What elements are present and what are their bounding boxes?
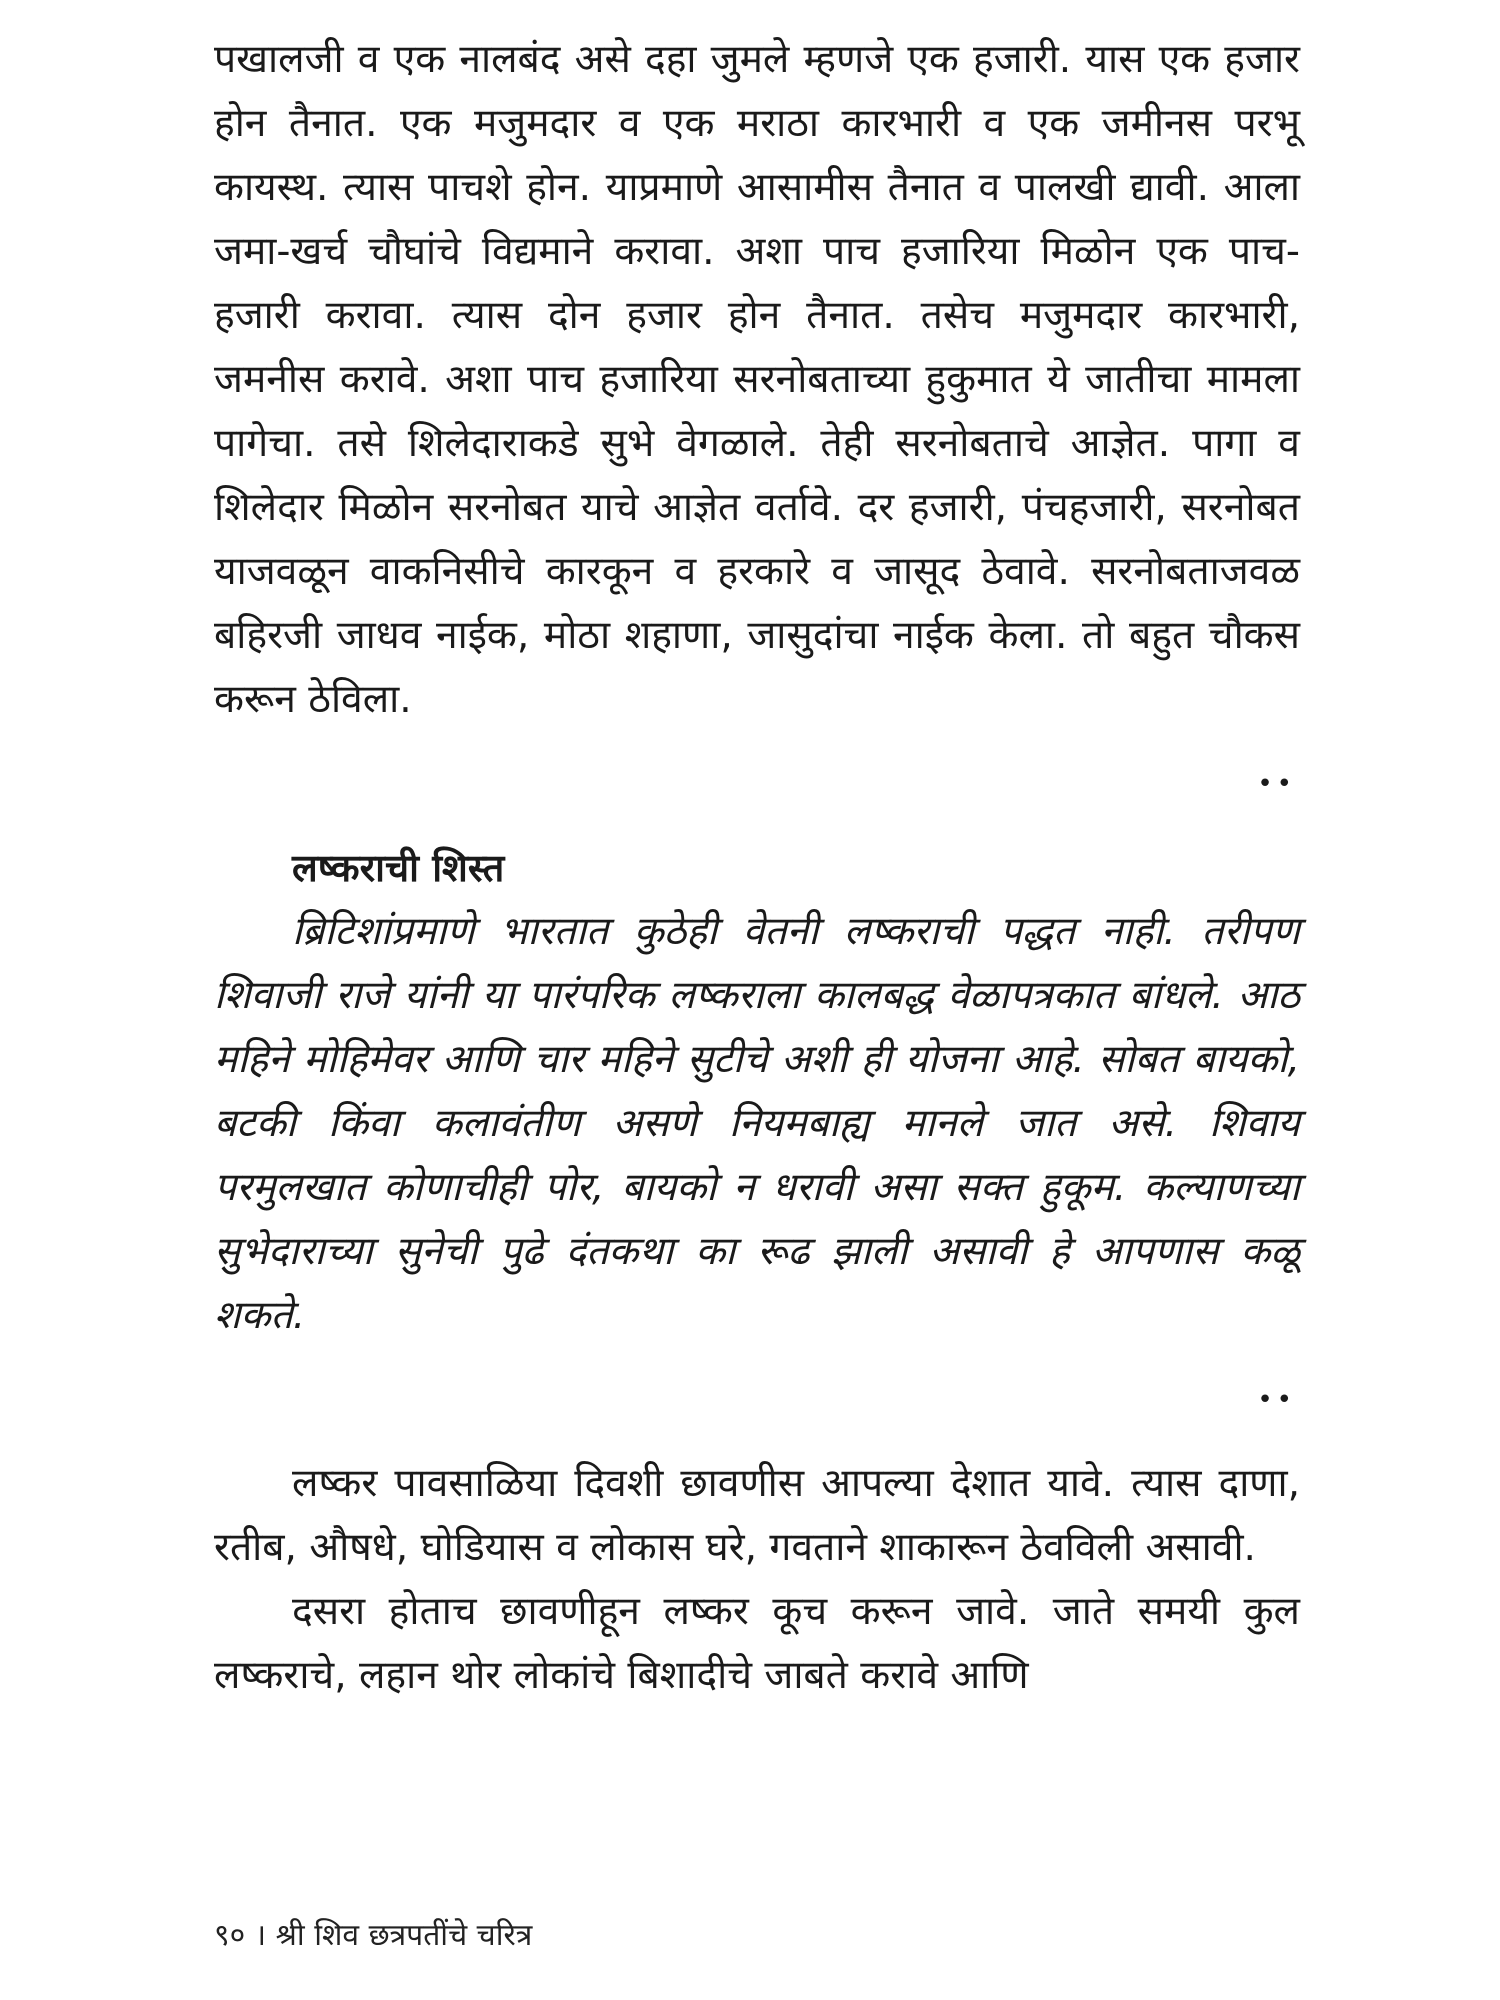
page-content — [214, 28, 1300, 1708]
page-footer: ९० । श्री शिव छत्रपतींचे चरित्र — [214, 1918, 533, 1953]
section-separator-1: •• — [1257, 769, 1296, 799]
section-heading: लष्कराची शिस्त — [292, 846, 505, 890]
paragraph-1: पखालजी व एक नालबंद असे दहा जुमले म्हणजे एक हजारी. यास एक हजार होन तैनात. एक मजुमदार व एक मराठा कारभारी व एक जमीनस परभू कायस्थ. त्यास पाचशे होन. याप्रमाणे आसामीस तैनात व पालखी द्यावी. आला जमा-खर्च चौघांचे विद्यमाने करावा. अशा पाच हजारिया मिळोन एक पाच-हजारी करावा. त्यास दोन हजार होन तैनात. तसेच मजुमदार कारभारी, जमनीस करावे. अशा पाच हजारिया सरनोबताच्या हुकुमात ये जातीचा मामला पागेचा. तसे शिलेदाराकडे सुभे वेगळाले. तेही सरनोबताचे आज्ञेत. पागा व शिलेदार मिळोन सरनोबत याचे आज्ञेत वर्तावे. दर हजारी, पंचहजारी, सरनोबत याजवळून वाकनिसीचे कारकून व हरकारे व जासूद ठेवावे. सरनोबताजवळ बहिरजी जाधव नाईक, मोठा शहाणा, जासुदांचा नाईक केला. तो बहुत चौकस करून ठेविला. — [214, 37, 1300, 722]
paragraph-3: लष्कर पावसाळिया दिवशी छावणीस आपल्या देशात यावे. त्यास दाणा, रतीब, औषधे, घोडियास व लोकास घरे, गवताने शाकारून ठेवविली असावी. — [214, 1461, 1300, 1570]
paragraph-4: दसरा होताच छावणीहून लष्कर कूच करून जावे. जाते समयी कुल लष्कराचे, लहान थोर लोकांचे बिशादीचे जाबते करावे आणि — [214, 1589, 1300, 1698]
paragraph-2-italic: ब्रिटिशांप्रमाणे भारतात कुठेही वेतनी लष्कराची पद्धत नाही. तरीपण शिवाजी राजे यांनी या पारंपरिक लष्कराला कालबद्ध वेळापत्रकात बांधले. आठ महिने मोहिमेवर आणि चार महिने सुटीचे अशी ही योजना आहे. सोबत बायको, बटकी किंवा कलावंतीण असणे नियमबाह्य मानले जात असे. शिवाय परमुलखात कोणाचीही पोर, बायको न धरावी असा सक्त हुकूम. कल्याणच्या सुभेदाराच्या सुनेची पुढे दंतकथा का रूढ झाली असावी हे आपणास कळू शकते. — [214, 909, 1300, 1338]
section-separator-2: •• — [1257, 1385, 1296, 1415]
